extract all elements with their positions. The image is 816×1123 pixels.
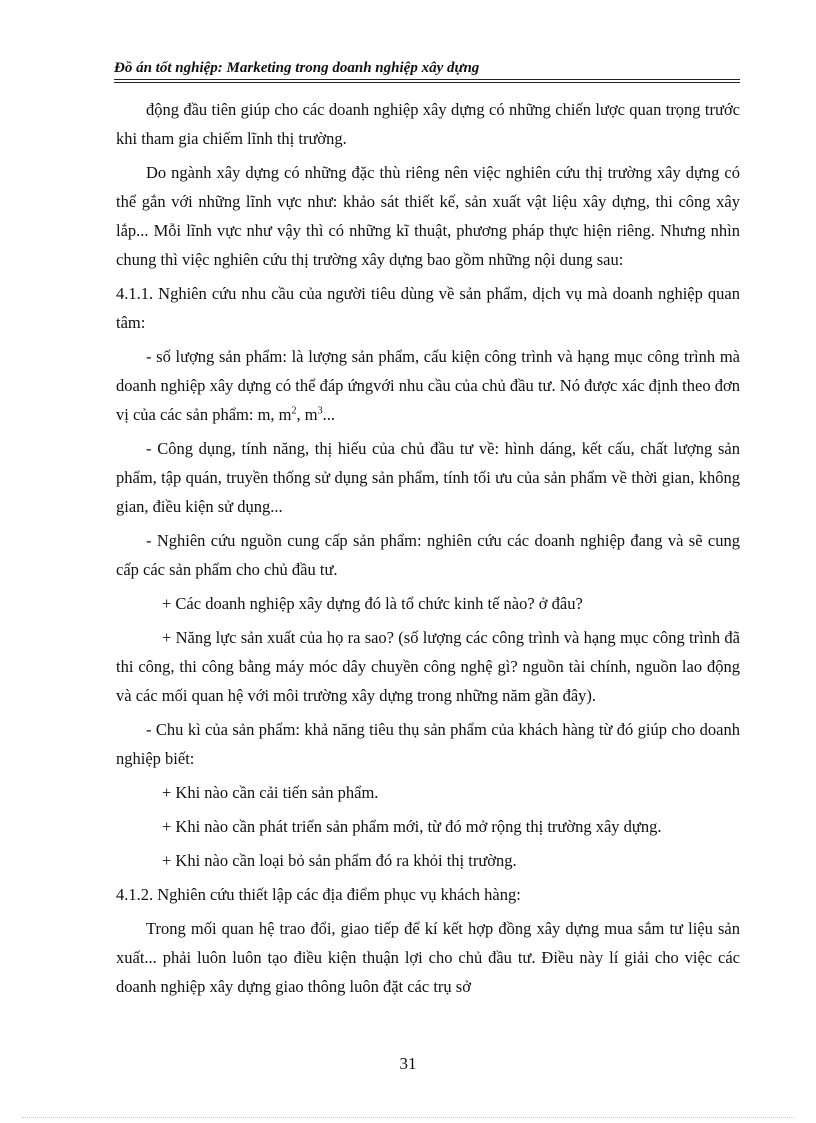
list-item: + Các doanh nghiệp xây dựng đó là tổ chức kinh tế nào? ở đâu? — [162, 594, 583, 613]
paragraph-text: , m — [296, 405, 318, 424]
paragraph: Do ngành xây dựng có những đặc thù riêng nên việc nghiên cứu thị trường xây dựng có thể gắn với những lĩnh vực như: khảo sát thiết kế, sản xuất vật liệu xây dựng, thi công xây lắp... Mỗi lĩnh vực như vậy thì có những kĩ thuật, phương pháp thực hiện riêng. Nhưng nhìn chung thì việc nghiên cứu thị trường xây dựng bao gồm những nội dung sau: — [116, 163, 740, 269]
section-heading-4-1-2: 4.1.2. Nghiên cứu thiết lập các địa điểm phục vụ khách hàng: — [116, 885, 521, 904]
body-text — [116, 95, 740, 1001]
paragraph: - Công dụng, tính năng, thị hiếu của chủ đầu tư về: hình dáng, kết cấu, chất lượng sản phẩm, tập quán, truyền thống sử dụng sản phẩm, tính tối ưu của sản phẩm về thời gian, không gian, điều kiện sử dụng... — [116, 439, 740, 516]
list-item: + Năng lực sản xuất của họ ra sao? (số lượng các công trình và hạng mục công trình đã thi công, thi công bằng máy móc dây chuyền công nghệ gì? nguồn tài chính, nguồn lao động và các mối quan hệ với môi trường xây dựng trong những năm gần đây). — [116, 628, 740, 705]
paragraph: Trong mối quan hệ trao đổi, giao tiếp để kí kết hợp đồng xây dựng mua sắm tư liệu sản xuất... phải luôn luôn tạo điều kiện thuận lợi cho chủ đầu tư. Điều này lí giải cho việc các doanh nghiệp xây dựng giao thông luôn đặt các trụ sở — [116, 919, 740, 996]
bottom-divider — [22, 1117, 794, 1118]
paragraph-text: - số lượng sản phẩm: là lượng sản phẩm, cấu kiện công trình và hạng mục công trình mà doanh nghiệp xây dựng có thể đáp ứngvới nhu cầu của chủ đầu tư. Nó được xác định theo đơn vị của các sản phẩm: m, m — [116, 347, 740, 424]
list-item: + Khi nào cần cải tiến sản phẩm. — [162, 783, 379, 802]
superscript: 3 — [317, 405, 323, 417]
paragraph-quantity — [116, 342, 740, 429]
paragraph-text: ... — [322, 405, 335, 424]
running-header: Đồ án tốt nghiệp: Marketing trong doanh nghiệp xây dựng — [114, 60, 480, 76]
header-rule-top — [114, 79, 740, 80]
superscript: 2 — [291, 405, 297, 417]
paragraph: - Chu kì của sản phẩm: khả năng tiêu thụ sản phẩm của khách hàng từ đó giúp cho doanh nghiệp biết: — [116, 720, 740, 768]
section-heading-4-1-1: 4.1.1. Nghiên cứu nhu cầu của người tiêu dùng về sản phẩm, dịch vụ mà doanh nghiệp quan tâm: — [116, 284, 740, 332]
paragraph: động đầu tiên giúp cho các doanh nghiệp xây dựng có những chiến lược quan trọng trước khi tham gia chiếm lĩnh thị trường. — [116, 100, 740, 148]
page-number: 31 — [399, 1054, 417, 1073]
list-item: + Khi nào cần loại bỏ sản phẩm đó ra khỏi thị trường. — [162, 851, 517, 870]
paragraph: - Nghiên cứu nguồn cung cấp sản phẩm: nghiên cứu các doanh nghiệp đang và sẽ cung cấp các sản phẩm cho chủ đầu tư. — [116, 531, 740, 579]
header-rule-bottom — [114, 82, 740, 83]
list-item: + Khi nào cần phát triển sản phẩm mới, từ đó mở rộng thị trường xây dựng. — [162, 817, 662, 836]
